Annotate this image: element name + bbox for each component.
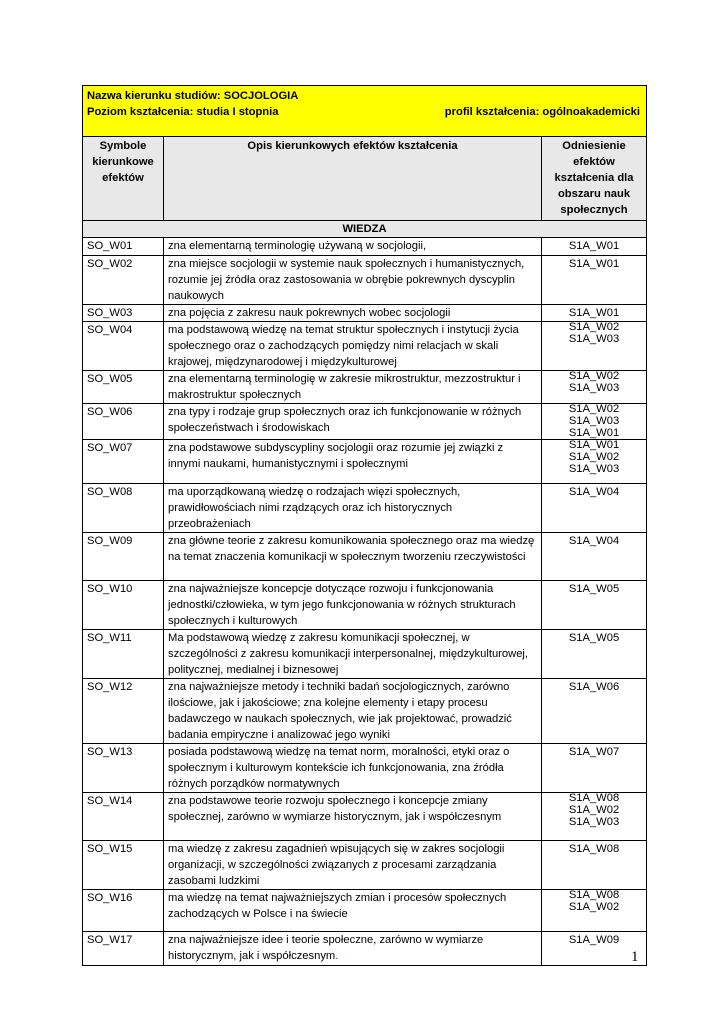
outcome-reference <box>542 305 647 322</box>
outcome-description-text: zna podstawowe subdyscypliny socjologii oraz rozumie jej związki z innymi naukami, humanistycznymi i społecznymi <box>168 442 504 471</box>
outcome-reference <box>542 238 647 256</box>
outcome-description-text: zna najważniejsze idee i teorie społeczne, zarówno w wymiarze historycznym, jak i współczesnym <box>168 934 484 963</box>
outcome-code: SO_W09 <box>83 533 164 581</box>
table-row <box>83 305 647 322</box>
outcome-description <box>164 744 542 793</box>
outcome-description-text: zna pojęcia z zakresu nauk pokrewnych wobec socjologii <box>168 307 451 319</box>
reference-code: S1A_W08 <box>568 792 620 805</box>
table-row <box>83 533 647 581</box>
column-header-symbol: Symbole kierunkowe efektów <box>83 137 164 221</box>
outcome-description-text: Ma podstawową wiedzę z zakresu komunikacji społecznej, w szczególności z zakresu komunikacji interpersonalnej, międzykulturowej, politycznej, medialnej i biznesowej <box>168 632 529 677</box>
reference-code: S1A_W06 <box>568 681 620 694</box>
table-row <box>83 793 647 841</box>
reference-code: S1A_W05 <box>568 583 620 596</box>
program-name: Nazwa kierunku studiów: SOCJOLOGIA <box>87 90 299 102</box>
reference-code: S1A_W01 <box>568 439 620 452</box>
outcome-code: SO_W12 <box>83 679 164 744</box>
outcome-description-text: zna najważniejsze koncepcje dotyczące rozwoju i funkcjonowania jednostki/człowieka, w tym jego funkcjonowania w różnych strukturach społecznych i kulturowych <box>168 583 516 628</box>
outcome-reference <box>542 371 647 404</box>
study-level: Poziom kształcenia: studia I stopnia <box>87 106 279 118</box>
table-row <box>83 744 647 793</box>
outcome-description-text: zna elementarną terminologię używaną w socjologii, <box>168 240 427 252</box>
reference-code: S1A_W08 <box>568 843 620 856</box>
outcome-code: SO_W08 <box>83 484 164 533</box>
outcome-description <box>164 581 542 630</box>
reference-code: S1A_W01 <box>568 307 620 319</box>
outcome-reference <box>542 256 647 305</box>
outcome-reference <box>542 440 647 484</box>
outcome-description-tail: . <box>335 950 339 963</box>
reference-code: S1A_W01 <box>568 258 620 270</box>
reference-code: S1A_W07 <box>568 746 620 759</box>
outcome-description-text: zna główne teorie z zakresu komunikowania społecznego oraz ma wiedzę na temat znaczenia komunikacji w społecznym tworzeniu rzeczywistości <box>168 535 535 564</box>
outcome-reference <box>542 793 647 841</box>
outcome-code: SO_W07 <box>83 440 164 484</box>
outcome-description <box>164 533 542 581</box>
table-row <box>83 630 647 679</box>
reference-code: S1A_W02 <box>568 804 620 817</box>
outcome-description <box>164 404 542 440</box>
outcome-code: SO_W11 <box>83 630 164 679</box>
reference-code: S1A_W01 <box>568 240 620 252</box>
page-number: 1 <box>631 949 639 965</box>
outcome-description-text: ma wiedzę na temat najważniejszych zmian i procesów społecznych zachodzących w Polsce i na świecie <box>168 892 507 921</box>
reference-code: S1A_W09 <box>568 934 620 947</box>
outcome-description-text: zna najważniejsze metody i techniki badań socjologicznych, zarówno ilościowe, jak i jakościowe; zna kolejne elementy i etapy procesu badawczego w naukach społecznych, wie jak projektować, prowadzić badania empiryczne i analizować jego wyniki <box>168 681 512 742</box>
reference-code: S1A_W03 <box>568 815 620 828</box>
table-row <box>83 440 647 484</box>
table-row <box>83 890 647 932</box>
section-title: WIEDZA <box>83 221 647 238</box>
outcome-description <box>164 305 542 322</box>
section-row <box>83 221 647 238</box>
outcome-code: SO_W17 <box>83 932 164 966</box>
table-row <box>83 238 647 256</box>
reference-code: S1A_W03 <box>568 332 620 345</box>
outcome-code: SO_W01 <box>83 238 164 256</box>
outcome-description <box>164 322 542 371</box>
reference-code: S1A_W03 <box>568 462 620 475</box>
reference-code: S1A_W08 <box>568 889 620 902</box>
reference-code: S1A_W04 <box>568 535 620 548</box>
reference-code: S1A_W02 <box>568 403 620 415</box>
outcome-description-text: ma uporządkowaną wiedzę o rodzajach więzi społecznych, prawidłowościach nimi rządzących oraz ich historycznych przeobrażeniach <box>168 486 461 531</box>
outcome-reference <box>542 630 647 679</box>
outcome-description <box>164 371 542 404</box>
outcome-description-text: zna podstawowe teorie rozwoju społecznego i koncepcje zmiany społecznej, zarówno w wymiarze historycznym, jak i współczesnym <box>168 795 502 824</box>
outcome-description <box>164 793 542 841</box>
outcome-description <box>164 630 542 679</box>
table-row <box>83 484 647 533</box>
column-header-reference: Odniesienie efektów kształcenia dla obszaru nauk społecznych <box>542 137 647 221</box>
column-header-description: Opis kierunkowych efektów kształcenia <box>164 137 542 221</box>
outcome-description-text: zna miejsce socjologii w systemie nauk społecznych i humanistycznych, rozumie jej źródła oraz zastosowania w obrębie pokrewnych dyscyplin naukowych <box>168 258 525 302</box>
outcome-code: SO_W05 <box>83 371 164 404</box>
outcome-code: SO_W04 <box>83 322 164 371</box>
reference-code: S1A_W01 <box>568 426 620 439</box>
table-row <box>83 581 647 630</box>
table-row <box>83 371 647 404</box>
outcome-description <box>164 238 542 256</box>
outcome-reference <box>542 890 647 932</box>
reference-code: S1A_W03 <box>568 381 620 394</box>
reference-code: S1A_W03 <box>568 414 620 427</box>
outcome-reference <box>542 404 647 440</box>
outcome-reference <box>542 744 647 793</box>
table-row <box>83 679 647 744</box>
reference-code: S1A_W02 <box>568 370 620 382</box>
table-row <box>83 932 647 966</box>
study-profile: profil kształcenia: ogólnoakademicki <box>444 106 641 118</box>
outcome-reference <box>542 581 647 630</box>
outcome-reference <box>542 322 647 371</box>
outcome-description <box>164 256 542 305</box>
reference-code: S1A_W02 <box>568 901 620 914</box>
table-row <box>83 322 647 371</box>
outcome-code: SO_W15 <box>83 841 164 890</box>
outcome-code: SO_W02 <box>83 256 164 305</box>
outcome-code: SO_W16 <box>83 890 164 932</box>
outcome-description <box>164 679 542 744</box>
outcome-description <box>164 440 542 484</box>
table-row <box>83 404 647 440</box>
outcome-description-text: posiada podstawową wiedzę na temat norm, moralności, etyki oraz o społecznym i kulturowym kontekście ich funkcjonowania, zna źródła różnych porządków normatywnych <box>168 746 510 791</box>
reference-code: S1A_W05 <box>568 632 620 645</box>
outcome-reference <box>542 533 647 581</box>
table-row <box>83 841 647 890</box>
outcome-code: SO_W14 <box>83 793 164 841</box>
reference-code: S1A_W02 <box>568 451 620 464</box>
learning-outcomes-table <box>82 85 647 966</box>
outcome-description-text: ma podstawową wiedzę na temat struktur społecznych i instytucji życia społecznego oraz o zachodzących pomiędzy nimi relacjach w skali krajowej, międzynarodowej i międzykulturowej <box>168 324 519 368</box>
outcome-description <box>164 841 542 890</box>
outcome-description <box>164 484 542 533</box>
outcome-code: SO_W03 <box>83 305 164 322</box>
reference-code: S1A_W02 <box>568 321 620 333</box>
outcome-code: SO_W10 <box>83 581 164 630</box>
outcome-description <box>164 932 542 966</box>
table-row <box>83 256 647 305</box>
outcome-description <box>164 890 542 932</box>
outcome-description-text: zna elementarną terminologię w zakresie mikrostruktur, mezzostruktur i makrostruktur społecznych <box>168 373 521 401</box>
outcome-reference <box>542 484 647 533</box>
outcome-reference <box>542 841 647 890</box>
outcome-description-text: ma wiedzę z zakresu zagadnień wpisujących się w zakres socjologii organizacji, w szczególności związanych z procesami zarządzania zasobami ludzkimi <box>168 843 505 888</box>
outcome-description-text: zna typy i rodzaje grup społecznych oraz ich funkcjonowanie w różnych społeczeństwach i środowiskach <box>168 406 522 434</box>
outcome-code: SO_W13 <box>83 744 164 793</box>
outcome-code: SO_W06 <box>83 404 164 440</box>
program-header-cell <box>83 86 647 137</box>
column-header-row <box>83 137 647 221</box>
outcome-reference <box>542 679 647 744</box>
program-header-row <box>83 86 647 137</box>
reference-code: S1A_W04 <box>568 486 620 499</box>
